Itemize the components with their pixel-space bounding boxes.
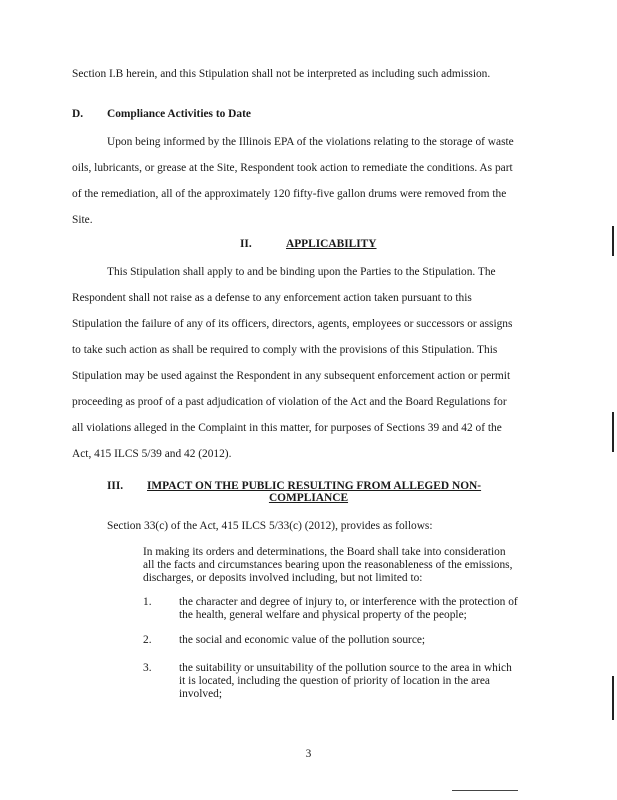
text-line: Stipulation may be used against the Respondent in any subsequent enforcement action or permit [72,370,511,382]
revision-bar [612,226,614,256]
text-line: Stipulation the failure of any of its officers, directors, agents, employees or successors or assigns [72,318,513,330]
text-line: of the remediation, all of the approximately 120 fifty-five gallon drums were removed from the [72,188,507,200]
list-item-text: it is located, including the question of priority of location in the area [179,675,490,687]
list-item-text: the health, general welfare and physical property of the people; [179,609,467,621]
list-number: 2. [143,634,152,646]
section-iii-heading-cont: COMPLIANCE [268,492,349,504]
quote-line: discharges, or deposits involved including, but not limited to: [143,572,423,584]
text-line: all violations alleged in the Complaint in this matter, for purposes of Sections 39 and 42 of the [72,422,502,434]
revision-bar [612,412,614,452]
text-line: Upon being informed by the Illinois EPA of the violations relating to the storage of waste [107,136,514,148]
scan-rule [452,790,518,791]
text-line: Act, 415 ILCS 5/39 and 42 (2012). [72,448,232,460]
section-d-heading: Compliance Activities to Date [107,108,251,120]
text-line: Section I.B herein, and this Stipulation shall not be interpreted as including such admission. [72,68,491,80]
text-line: oils, lubricants, or grease at the Site, Respondent took action to remediate the conditions. As part [72,162,513,174]
text-line: Section 33(c) of the Act, 415 ILCS 5/33(c) (2012), provides as follows: [107,520,433,532]
text-line: This Stipulation shall apply to and be binding upon the Parties to the Stipulation. The [107,266,496,278]
revision-bar [612,676,614,720]
page-number: 3 [305,748,312,760]
list-item-text: the character and degree of injury to, or interference with the protection of [179,596,518,608]
text-line: to take such action as shall be required to comply with the provisions of this Stipulation. This [72,344,498,356]
section-iii-number: III. [107,480,124,492]
section-iii-heading: IMPACT ON THE PUBLIC RESULTING FROM ALLEGED NON- [147,480,482,492]
quote-line: In making its orders and determinations, the Board shall take into consideration [143,546,506,558]
text-line: Respondent shall not raise as a defense to any enforcement action taken pursuant to this [72,292,472,304]
list-item-text: involved; [179,688,223,700]
section-ii-number: II. [240,238,252,250]
list-item-text: the social and economic value of the pollution source; [179,634,426,646]
list-item-text: the suitability or unsuitability of the pollution source to the area in which [179,662,512,674]
text-line: proceeding as proof of a past adjudication of violation of the Act and the Board Regulations for [72,396,507,408]
text-line: Site. [72,214,93,226]
section-d-letter: D. [72,108,84,120]
list-number: 3. [143,662,152,674]
section-ii-heading: APPLICABILITY [286,238,377,250]
list-number: 1. [143,596,152,608]
quote-line: all the facts and circumstances bearing upon the reasonableness of the emissions, [143,559,513,571]
